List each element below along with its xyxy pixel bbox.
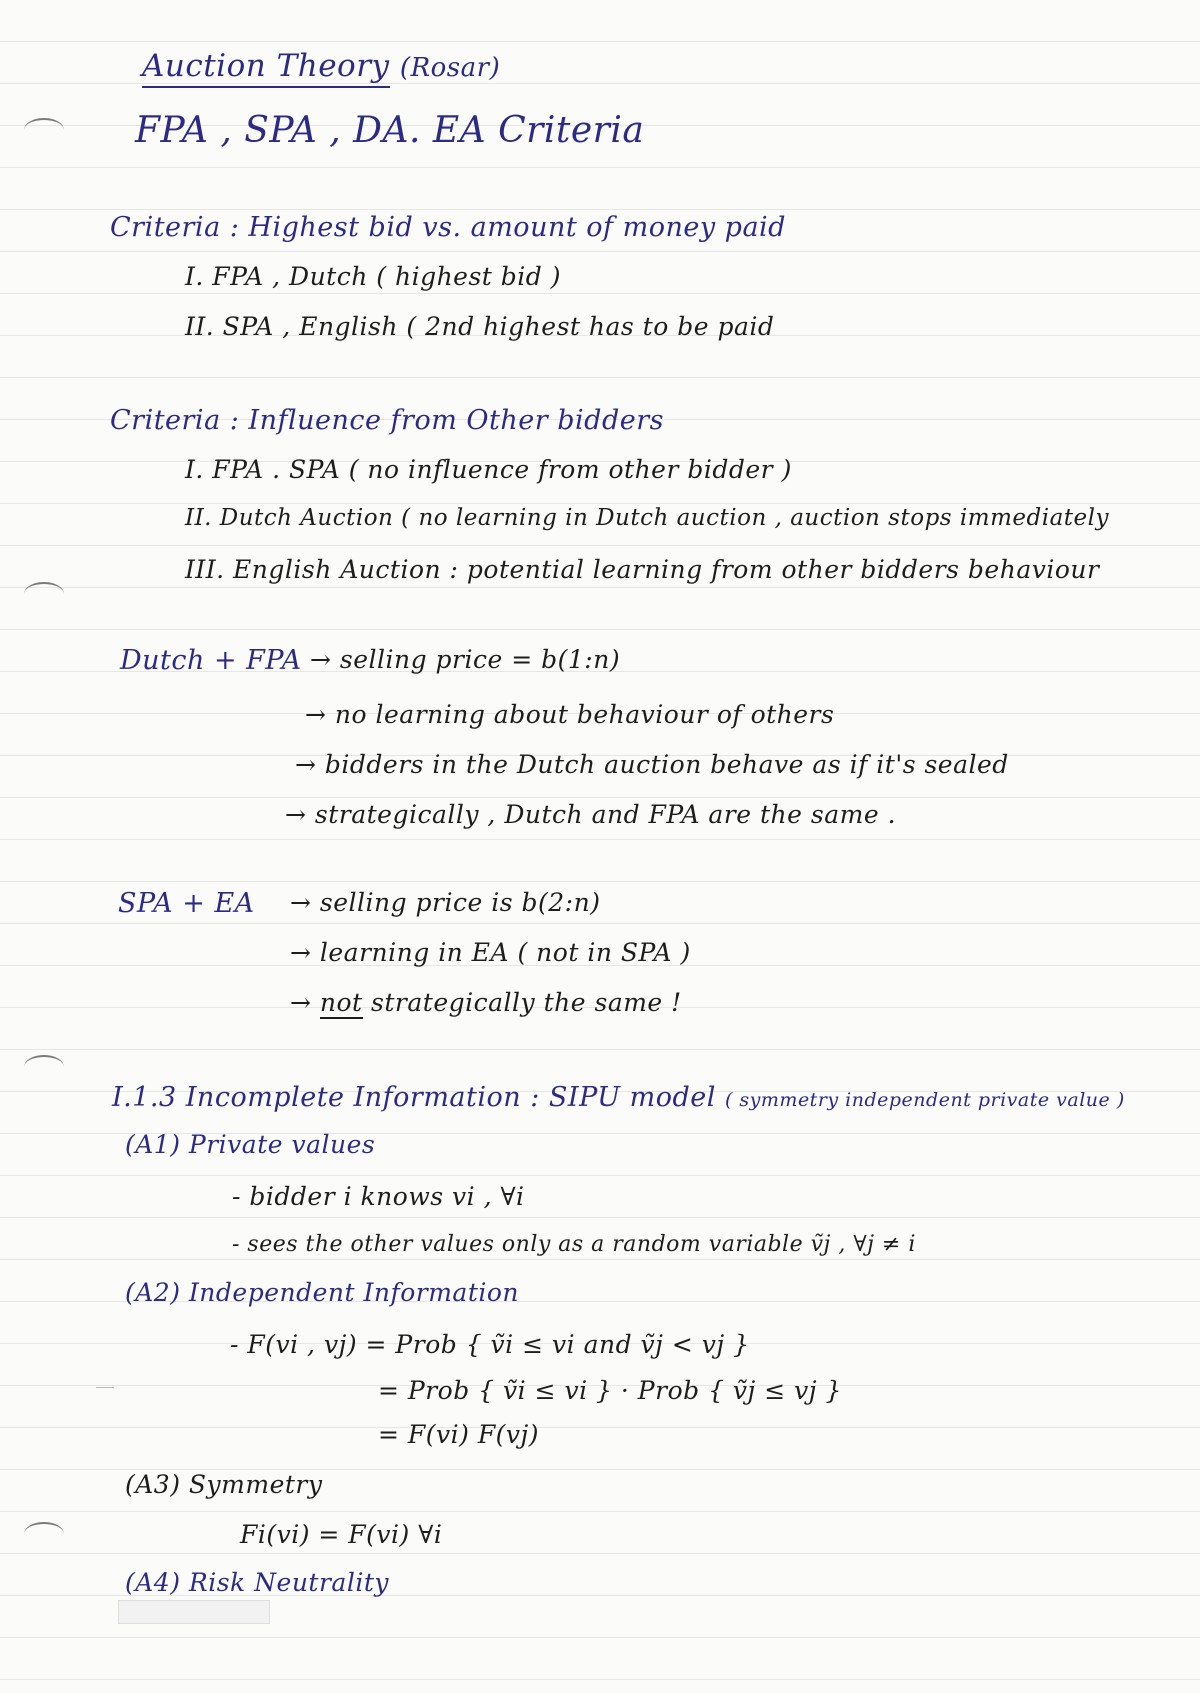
section1-item: I. FPA , Dutch ( highest bid ) [185,262,561,291]
section4-item: → learning in EA ( not in SPA ) [290,938,691,967]
section5-heading-note: ( symmetry independent private value ) [724,1089,1125,1111]
a1-line: - bidder i knows vi , ∀i [232,1182,525,1211]
a2-line: = F(vi) F(vj) [378,1420,540,1449]
a2-line: - F(vi , vj) = Prob { ṽi ≤ vi and ṽj < vj } [230,1330,750,1359]
section2-item: III. English Auction : potential learning from other bidders behaviour [185,555,1100,584]
section2-heading: Criteria : Influence from Other bidders [110,405,664,436]
emphasis-not: not [319,988,363,1017]
section1-heading: Criteria : Highest bid vs. amount of money paid [110,212,786,243]
section2-item: I. FPA . SPA ( no influence from other bidder ) [185,455,792,484]
a3-title: (A3) Symmetry [125,1470,323,1499]
section4-item-emphasis [290,988,682,1017]
page-title-row [142,48,500,84]
a3-line: Fi(vi) = F(vi) ∀i [240,1520,443,1549]
section3-item: → strategically , Dutch and FPA are the same . [285,800,897,829]
a4-title: (A4) Risk Neutrality [125,1568,389,1597]
section3-item: → bidders in the Dutch auction behave as if it's sealed [295,750,1009,779]
a2-title: (A2) Independent Information [125,1278,520,1307]
page-author: (Rosar) [399,53,501,83]
page-title: Auction Theory [142,48,390,88]
section5-heading: I.1.3 Incomplete Information : SIPU model [112,1082,716,1113]
section4-item: → selling price is b(2:n) [290,888,601,917]
section1-item: II. SPA , English ( 2nd highest has to be paid [185,312,775,341]
section5-heading-row [112,1082,1125,1113]
section4-heading: SPA + EA [118,888,255,919]
a2-line: = Prob { ṽi ≤ vi } · Prob { ṽj ≤ vj } [378,1376,842,1405]
a1-line: - sees the other values only as a random variable ṽj , ∀j ≠ i [232,1232,916,1257]
binder-hole [24,1522,64,1546]
binder-hole [24,1055,64,1079]
arrow-prefix: → [290,988,320,1017]
margin-mark [96,1387,114,1388]
binder-hole [24,118,64,142]
page-subtitle: FPA , SPA , DA. EA Criteria [135,110,645,151]
section2-item: II. Dutch Auction ( no learning in Dutch auction , auction stops immediately [185,505,1109,531]
section3-item: → selling price = b(1:n) [310,645,621,674]
section3-item: → no learning about behaviour of others [305,700,835,729]
binder-hole [24,582,64,606]
emphasis-rest: strategically the same ! [362,988,682,1017]
section3-heading: Dutch + FPA [120,645,302,676]
faint-stamp [118,1600,270,1624]
a1-title: (A1) Private values [125,1130,376,1159]
